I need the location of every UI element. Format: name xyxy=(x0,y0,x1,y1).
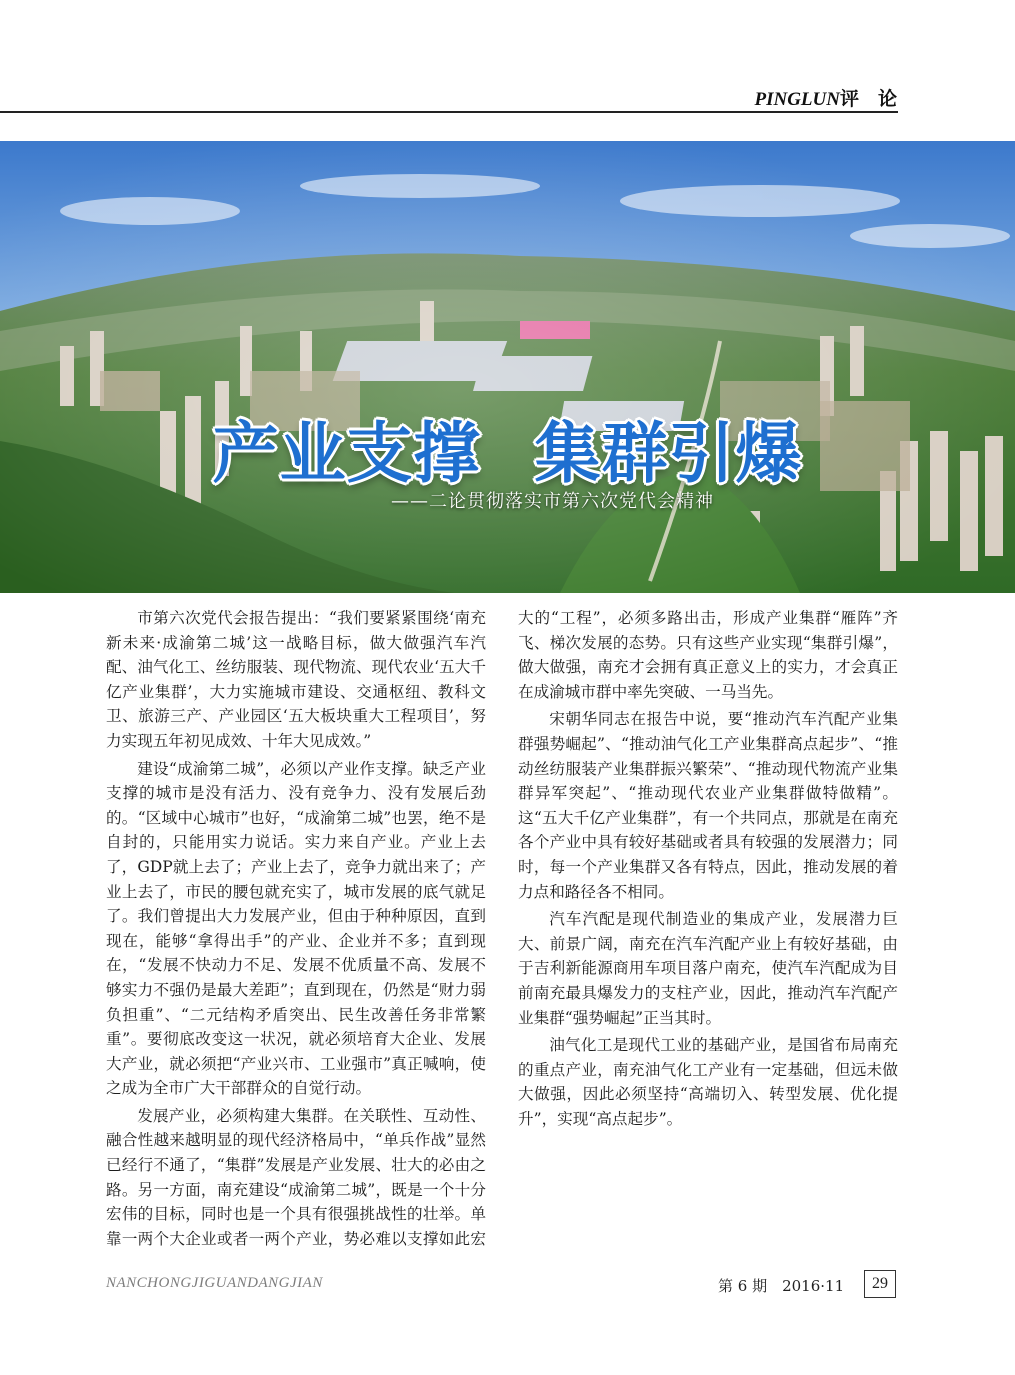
article-paragraph: 油气化工是现代工业的基础产业，是国省布局南充的重点产业，南充油气化工产业有一定基础，但远未做大做强，因此必须坚持“高端切入、转型发展、优化提升”，实现“高点起步”。 xyxy=(518,1036,898,1128)
article-paragraph: 建设“成渝第二城”，必须以产业作支撑。缺乏产业支撑的城市是没有活力、没有竞争力、没有发展后劲的。“区域中心城市”也好，“成渝第二城”也罢，绝不是自封的，只能用实力说话。实力来自产业。产业上去了，GDP就上去了；产业上去了，竞争力就出来了；产业上去了，市民的腰包就充实了，城市发展的底气就足了。我们曾提出大力发展产业，但由于种种原因，直到现在，能够“拿得出手”的产业、企业并不多；直到现在，“发展不快动力不足、发展不优质量不高、发展不够实力不强仍是最大差距”；直到现在，仍然是“财力弱负担重”、“二元结构矛盾突出、民生改善任务非常繁重”。要彻底改变这一状况，就必须培育大企业、发展大产业，就必须把“产业兴市、工业强市”真正喊响，使之成为全市广大干部群众的自觉行动。 xyxy=(106,759,486,1098)
section-header-latin: PINGLUN xyxy=(754,89,840,110)
article-paragraph: 汽车汽配是现代制造业的集成产业，发展潜力巨大、前景广阔，南充在汽车汽配产业上有较好基础，由于吉利新能源商用车项目落户南充，使汽车汽配成为目前南充最具爆发力的支柱产业，因此，推动汽车汽配产业集群“强势崛起”正当其时。 xyxy=(518,910,898,1027)
header-rule xyxy=(0,111,898,113)
section-header xyxy=(754,84,897,111)
section-header-chinese: 评 论 xyxy=(839,89,897,110)
issue-info: 第 6 期 2016·11 xyxy=(718,1277,845,1295)
aerial-city-photo xyxy=(0,141,1015,593)
journal-name: NANCHONGJIGUANDANGJIAN xyxy=(106,1275,323,1291)
article-paragraph: 市第六次党代会报告提出：“我们要紧紧围绕‘南充新未来·成渝第二城’这一战略目标，做大做强汽车汽配、油气化工、丝纺服装、现代物流、现代农业‘五大千亿产业集群’，大力实施城市建设、交通枢纽、教科文卫、旅游三产、产业园区‘五大板块重大工程项目’，努力实现五年初见成效、十年大见成效。” xyxy=(106,609,486,750)
article-subtitle: ——二论贯彻落实市第六次党代会精神 xyxy=(391,491,714,512)
hero-image xyxy=(0,141,1015,593)
article-paragraph: 发展产业，必须构建大集群。在关联性、互动性、融合性越来越明显的现代经济格局中，“单兵作战”显然已经行不通了，“集群”发展是产业发展、壮大的必由之路。另一方面，南充建设“成渝第二城”，既是一个十分宏伟的目标，同时也是一个具有很强挑战性的壮举。单靠一两个大企业或者一两个产业，势必难以支撑如此宏大的“工程”，必须多路出击，形成产业集群“雁阵”齐飞、梯次发展的态势。只有这些产业实现“集群引爆”，做大做强，南充才会拥有真正意义上的实力，才会真正在成渝城市群中率先突破、一马当先。 xyxy=(106,609,898,1248)
page-number: 29 xyxy=(864,1270,896,1298)
article-body xyxy=(106,606,898,1266)
article-title: 产业支撑 集群引爆 xyxy=(212,414,803,492)
article-paragraph: 宋朝华同志在报告中说，要“推动汽车汽配产业集群强势崛起”、“推动油气化工产业集群高点起步”、“推动丝纺服装产业集群振兴繁荣”、“推动现代物流产业集群异军突起”、“推动现代农业产业集群做特做精”。这“五大千亿产业集群”，有一个共同点，那就是在南充各个产业中具有较好基础或者具有较强的发展潜力；同时，每一个产业集群又各有特点，因此，推动发展的着力点和路径各不相同。 xyxy=(518,710,898,901)
